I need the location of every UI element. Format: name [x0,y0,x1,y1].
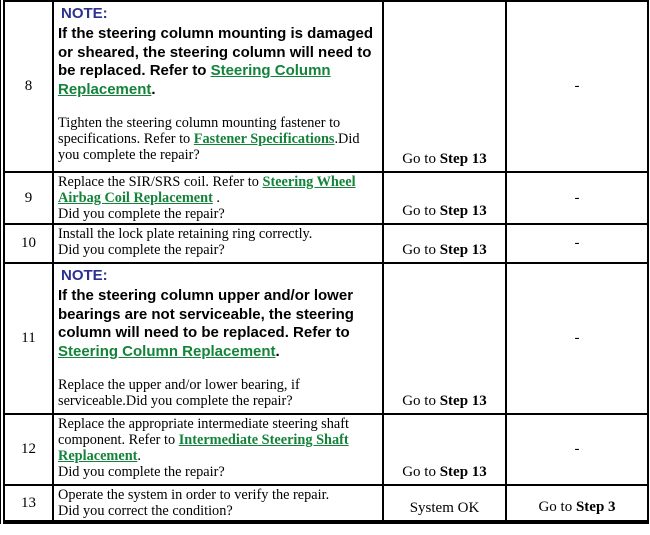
step-number: 9 [24,189,33,206]
text-segment: If the steering column mounting is damaged or sheared, the steering column will need to be replaced. Refer to [58,25,374,79]
yes-result-text [402,242,487,258]
table-row [4,263,648,414]
note-label: NOTE: [61,267,108,284]
text-segment: Operate the system in order to verify the repair. [58,487,330,503]
no-result-text [575,78,580,94]
table-row [4,172,648,224]
step-number-cell [4,1,53,172]
yes-result-text [410,500,480,516]
text-segment: .Did you complete the repair? [58,131,360,163]
no-result-cell [506,224,648,263]
text-segment: . [151,80,156,98]
text-segment: Replace the appropriate intermediate steering shaft component. Refer to [58,416,349,448]
action-cell [53,414,383,485]
diagnostic-table [3,0,649,524]
no-result-cell [506,485,648,522]
text-segment: Go to [402,393,440,409]
note-label: NOTE: [61,5,108,22]
text-segment: Step 13 [439,464,487,480]
note-block [58,268,380,361]
text-segment: Did you complete the repair? [58,464,225,480]
action-text [58,377,380,409]
step-number-cell [4,485,53,522]
text-segment: . [275,342,280,360]
step-number-cell [4,172,53,224]
action-text [58,174,380,222]
text-segment: If the steering column upper and/or lower bearings are not serviceable, the steering column will need to be replaced. Refer to [58,287,354,341]
note-block [58,6,380,99]
no-result-text [575,190,580,206]
action-text [58,226,380,258]
text-segment: Step 13 [439,393,487,409]
text-segment: Step 3 [575,499,616,515]
action-text [58,416,380,480]
yes-result-cell [383,172,506,224]
text-segment: . [137,448,141,464]
yes-result-text [402,464,487,480]
yes-result-cell [383,263,506,414]
text-segment: Go to [402,242,440,258]
step-number: 13 [21,494,36,511]
text-segment: Did you complete the repair? [58,206,225,222]
no-result-cell [506,263,648,414]
text-segment: Tighten the steering column mounting fastener to specifications. Refer to [58,115,341,147]
diagnostic-table-body [4,1,648,522]
text-segment: Install the lock plate retaining ring correctly. [58,226,313,242]
table-row [4,1,648,172]
note-text [58,287,380,361]
steering-column-replacement-link[interactable]: Steering Column Replacement [58,62,331,98]
text-segment: Go to [402,464,440,480]
step-number-cell [4,224,53,263]
yes-result-cell [383,224,506,263]
action-cell [53,1,383,172]
text-segment: Replace the upper and/or lower bearing, if serviceable.Did you complete the repair? [58,377,300,409]
text-segment: - [574,189,580,206]
action-text [58,487,380,519]
text-segment: Did you correct the condition? [58,503,233,519]
yes-result-text [402,203,487,219]
step-number: 10 [21,235,36,251]
action-cell [53,485,383,522]
no-result-text [575,235,580,251]
text-segment: - [574,78,580,94]
yes-result-text [402,393,487,409]
action-cell [53,172,383,224]
action-text [58,115,380,163]
text-segment: Step 13 [439,151,487,167]
text-segment: Replace the SIR/SRS coil. Refer to [58,174,263,190]
text-segment: - [574,330,580,346]
intermediate-steering-shaft-replacement-link[interactable]: Intermediate Steering Shaft Replacement [58,432,349,464]
yes-result-cell [383,485,506,522]
text-segment: Go to [402,203,440,219]
yes-result-cell [383,1,506,172]
text-segment: Go to [538,499,576,515]
text-segment: Did you complete the repair? [58,242,225,258]
text-segment: . [212,190,221,206]
table-row [4,485,648,522]
step-number: 8 [24,78,33,94]
action-cell [53,263,383,414]
text-segment: - [574,235,580,251]
note-text [58,25,380,99]
no-result-cell [506,172,648,224]
step-number: 12 [21,441,36,457]
no-result-cell [506,1,648,172]
steering-column-replacement-link[interactable]: Steering Column Replacement [58,342,276,360]
table-row [4,224,648,263]
no-result-text [538,499,615,515]
text-segment: System OK [409,500,480,516]
step-number: 11 [21,330,36,346]
text-segment: Go to [402,151,440,167]
text-segment: Step 13 [439,242,487,258]
yes-result-cell [383,414,506,485]
step-number-cell [4,414,53,485]
step-number-cell [4,263,53,414]
action-cell [53,224,383,263]
steering-wheel-airbag-coil-replacement-link[interactable]: Steering Wheel Airbag Coil Replacement [58,174,356,206]
no-result-text [575,330,580,346]
table-row [4,414,648,485]
yes-result-text [402,151,487,167]
text-segment: Step 13 [439,203,487,219]
no-result-cell [506,414,648,485]
text-segment: - [574,441,580,457]
no-result-text [575,441,580,457]
fastener-specifications-link[interactable]: Fastener Specifications [193,131,335,147]
